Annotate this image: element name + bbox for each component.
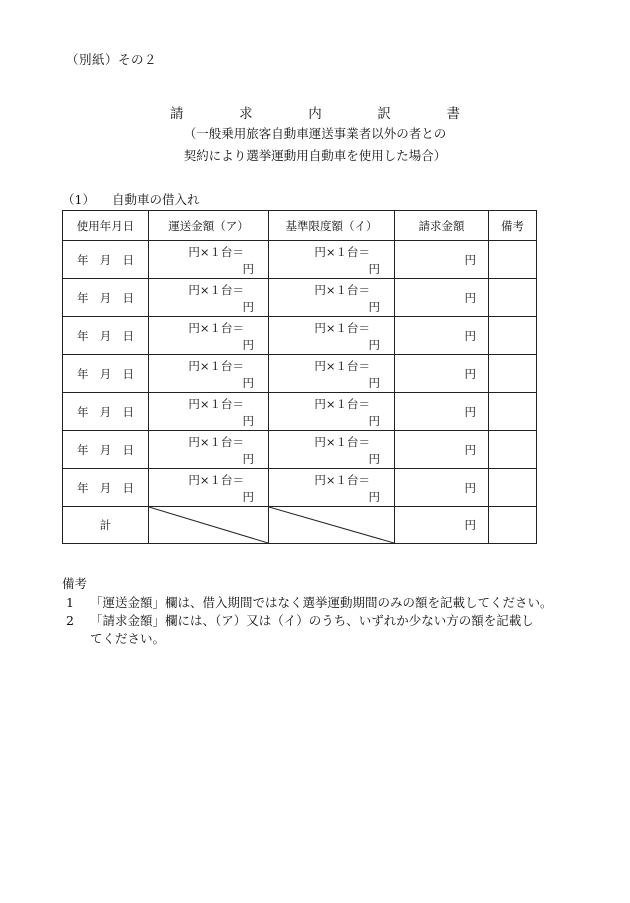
remarks-cell[interactable] (489, 469, 537, 507)
yen-label: 円 (242, 262, 254, 276)
total-claim-cell[interactable]: 円 (395, 507, 489, 544)
table-body (63, 241, 537, 544)
unit-calc-label: 円×１台＝ (188, 435, 244, 449)
limit-amount-cell[interactable] (269, 241, 395, 279)
diagonal-line (149, 507, 268, 543)
remarks-cell[interactable] (489, 279, 537, 317)
header-date: 使用年月日 (63, 211, 149, 241)
date-year-label: 年 (77, 290, 89, 305)
table-header-row (63, 211, 537, 241)
claim-amount-cell[interactable]: 円 (395, 317, 489, 355)
table-row (63, 393, 537, 431)
section-number: （1） (62, 192, 95, 207)
unit-calc-label: 円×１台＝ (314, 435, 370, 449)
date-month-label: 月 (99, 404, 112, 419)
claim-amount-cell[interactable]: 円 (395, 393, 489, 431)
date-cell[interactable] (63, 317, 149, 355)
date-year-label: 年 (77, 442, 89, 457)
limit-amount-cell[interactable] (269, 317, 395, 355)
remarks-cell[interactable] (489, 241, 537, 279)
total-remarks-cell[interactable] (489, 507, 537, 544)
table-row (63, 355, 537, 393)
claim-amount-cell[interactable]: 円 (395, 355, 489, 393)
date-month-label: 月 (99, 480, 112, 495)
limit-amount-cell[interactable] (269, 469, 395, 507)
transport-amount-cell[interactable] (149, 393, 269, 431)
yen-label: 円 (242, 414, 254, 428)
date-day-label: 日 (122, 252, 134, 267)
diagonal-cell (269, 507, 395, 544)
date-cell[interactable] (63, 241, 149, 279)
section-label: 自動車の借入れ (112, 192, 200, 207)
date-year-label: 年 (77, 328, 89, 343)
note-number: 2 (66, 613, 74, 628)
unit-calc-label: 円×１台＝ (188, 321, 244, 335)
yen-label: 円 (368, 490, 380, 504)
yen-label: 円 (242, 376, 254, 390)
notes-heading: 備考 (62, 576, 88, 591)
diagonal-line (269, 507, 394, 543)
date-year-label: 年 (77, 366, 89, 381)
unit-calc-label: 円×１台＝ (314, 283, 370, 297)
total-label: 計 (63, 507, 149, 544)
yen-label: 円 (242, 452, 254, 466)
unit-calc-label: 円×１台＝ (314, 397, 370, 411)
date-month-label: 月 (99, 290, 112, 305)
yen-label: 円 (368, 414, 380, 428)
date-month-label: 月 (99, 442, 112, 457)
unit-calc-label: 円×１台＝ (314, 245, 370, 259)
yen-label: 円 (368, 300, 380, 314)
yen-label: 円 (242, 338, 254, 352)
claim-table (62, 210, 537, 544)
date-day-label: 日 (122, 480, 134, 495)
remarks-cell[interactable] (489, 431, 537, 469)
transport-amount-cell[interactable] (149, 317, 269, 355)
yen-label: 円 (242, 490, 254, 504)
unit-calc-label: 円×１台＝ (314, 321, 370, 335)
claim-amount-cell[interactable]: 円 (395, 431, 489, 469)
table-row (63, 241, 537, 279)
remarks-cell[interactable] (489, 355, 537, 393)
unit-calc-label: 円×１台＝ (188, 245, 244, 259)
date-cell[interactable] (63, 279, 149, 317)
title-char: 書 (446, 106, 460, 122)
note-text: 「運送金額」欄は、借入期間ではなく選挙運動期間のみの額を記載してください。 (90, 595, 553, 610)
subtitle-line-1: （一般乗用旅客自動車運送事業者以外の者との (183, 126, 447, 141)
header-claim-amount: 請求金額 (395, 211, 489, 241)
date-month-label: 月 (99, 328, 112, 343)
limit-amount-cell[interactable] (269, 393, 395, 431)
diagonal-cell (149, 507, 269, 544)
date-day-label: 日 (122, 366, 134, 381)
total-row (63, 507, 537, 544)
transport-amount-cell[interactable] (149, 431, 269, 469)
yen-label: 円 (368, 262, 380, 276)
date-day-label: 日 (122, 328, 134, 343)
header-limit-amount: 基準限度額（イ） (269, 211, 395, 241)
title-char: 訳 (377, 106, 391, 122)
yen-label: 円 (368, 376, 380, 390)
note-number: 1 (66, 595, 74, 610)
date-year-label: 年 (77, 404, 89, 419)
date-month-label: 月 (99, 252, 112, 267)
yen-label: 円 (368, 452, 380, 466)
document-title (170, 102, 460, 122)
claim-amount-cell[interactable]: 円 (395, 469, 489, 507)
transport-amount-cell[interactable] (149, 355, 269, 393)
transport-amount-cell[interactable] (149, 469, 269, 507)
date-cell[interactable] (63, 431, 149, 469)
table-row (63, 431, 537, 469)
transport-amount-cell[interactable] (149, 279, 269, 317)
unit-calc-label: 円×１台＝ (188, 473, 244, 487)
unit-calc-label: 円×１台＝ (188, 359, 244, 373)
date-month-label: 月 (99, 366, 112, 381)
unit-calc-label: 円×１台＝ (188, 397, 244, 411)
note-text-continuation: てください。 (90, 631, 166, 646)
date-day-label: 日 (122, 442, 134, 457)
unit-calc-label: 円×１台＝ (314, 359, 370, 373)
date-cell[interactable] (63, 355, 149, 393)
table-row (63, 469, 537, 507)
limit-amount-cell[interactable] (269, 355, 395, 393)
date-year-label: 年 (77, 480, 89, 495)
transport-amount-cell[interactable] (149, 241, 269, 279)
yen-label: 円 (368, 338, 380, 352)
note-text: 「請求金額」欄には、（ア）又は（イ）のうち、いずれか少ない方の額を記載し (90, 613, 534, 628)
date-day-label: 日 (122, 404, 134, 419)
claim-amount-cell[interactable]: 円 (395, 279, 489, 317)
note-item-2 (66, 612, 586, 648)
date-year-label: 年 (77, 252, 89, 267)
header-remarks: 備考 (489, 211, 537, 241)
title-char: 求 (239, 106, 253, 122)
date-cell[interactable] (63, 393, 149, 431)
unit-calc-label: 円×１台＝ (314, 473, 370, 487)
title-char: 内 (308, 106, 322, 122)
subtitle-line-2: 契約により選挙運動用自動車を使用した場合） (183, 148, 447, 163)
remarks-cell[interactable] (489, 393, 537, 431)
date-cell[interactable] (63, 469, 149, 507)
note-item-1 (66, 594, 553, 612)
table-row (63, 317, 537, 355)
table-row (63, 279, 537, 317)
unit-calc-label: 円×１台＝ (188, 283, 244, 297)
limit-amount-cell[interactable] (269, 279, 395, 317)
header-transport-amount: 運送金額（ア） (149, 211, 269, 241)
title-char: 請 (170, 106, 184, 122)
section-heading (62, 190, 200, 208)
date-day-label: 日 (122, 290, 134, 305)
attachment-label: （別紙）その２ (66, 52, 158, 67)
remarks-cell[interactable] (489, 317, 537, 355)
limit-amount-cell[interactable] (269, 431, 395, 469)
claim-amount-cell[interactable]: 円 (395, 241, 489, 279)
yen-label: 円 (242, 300, 254, 314)
